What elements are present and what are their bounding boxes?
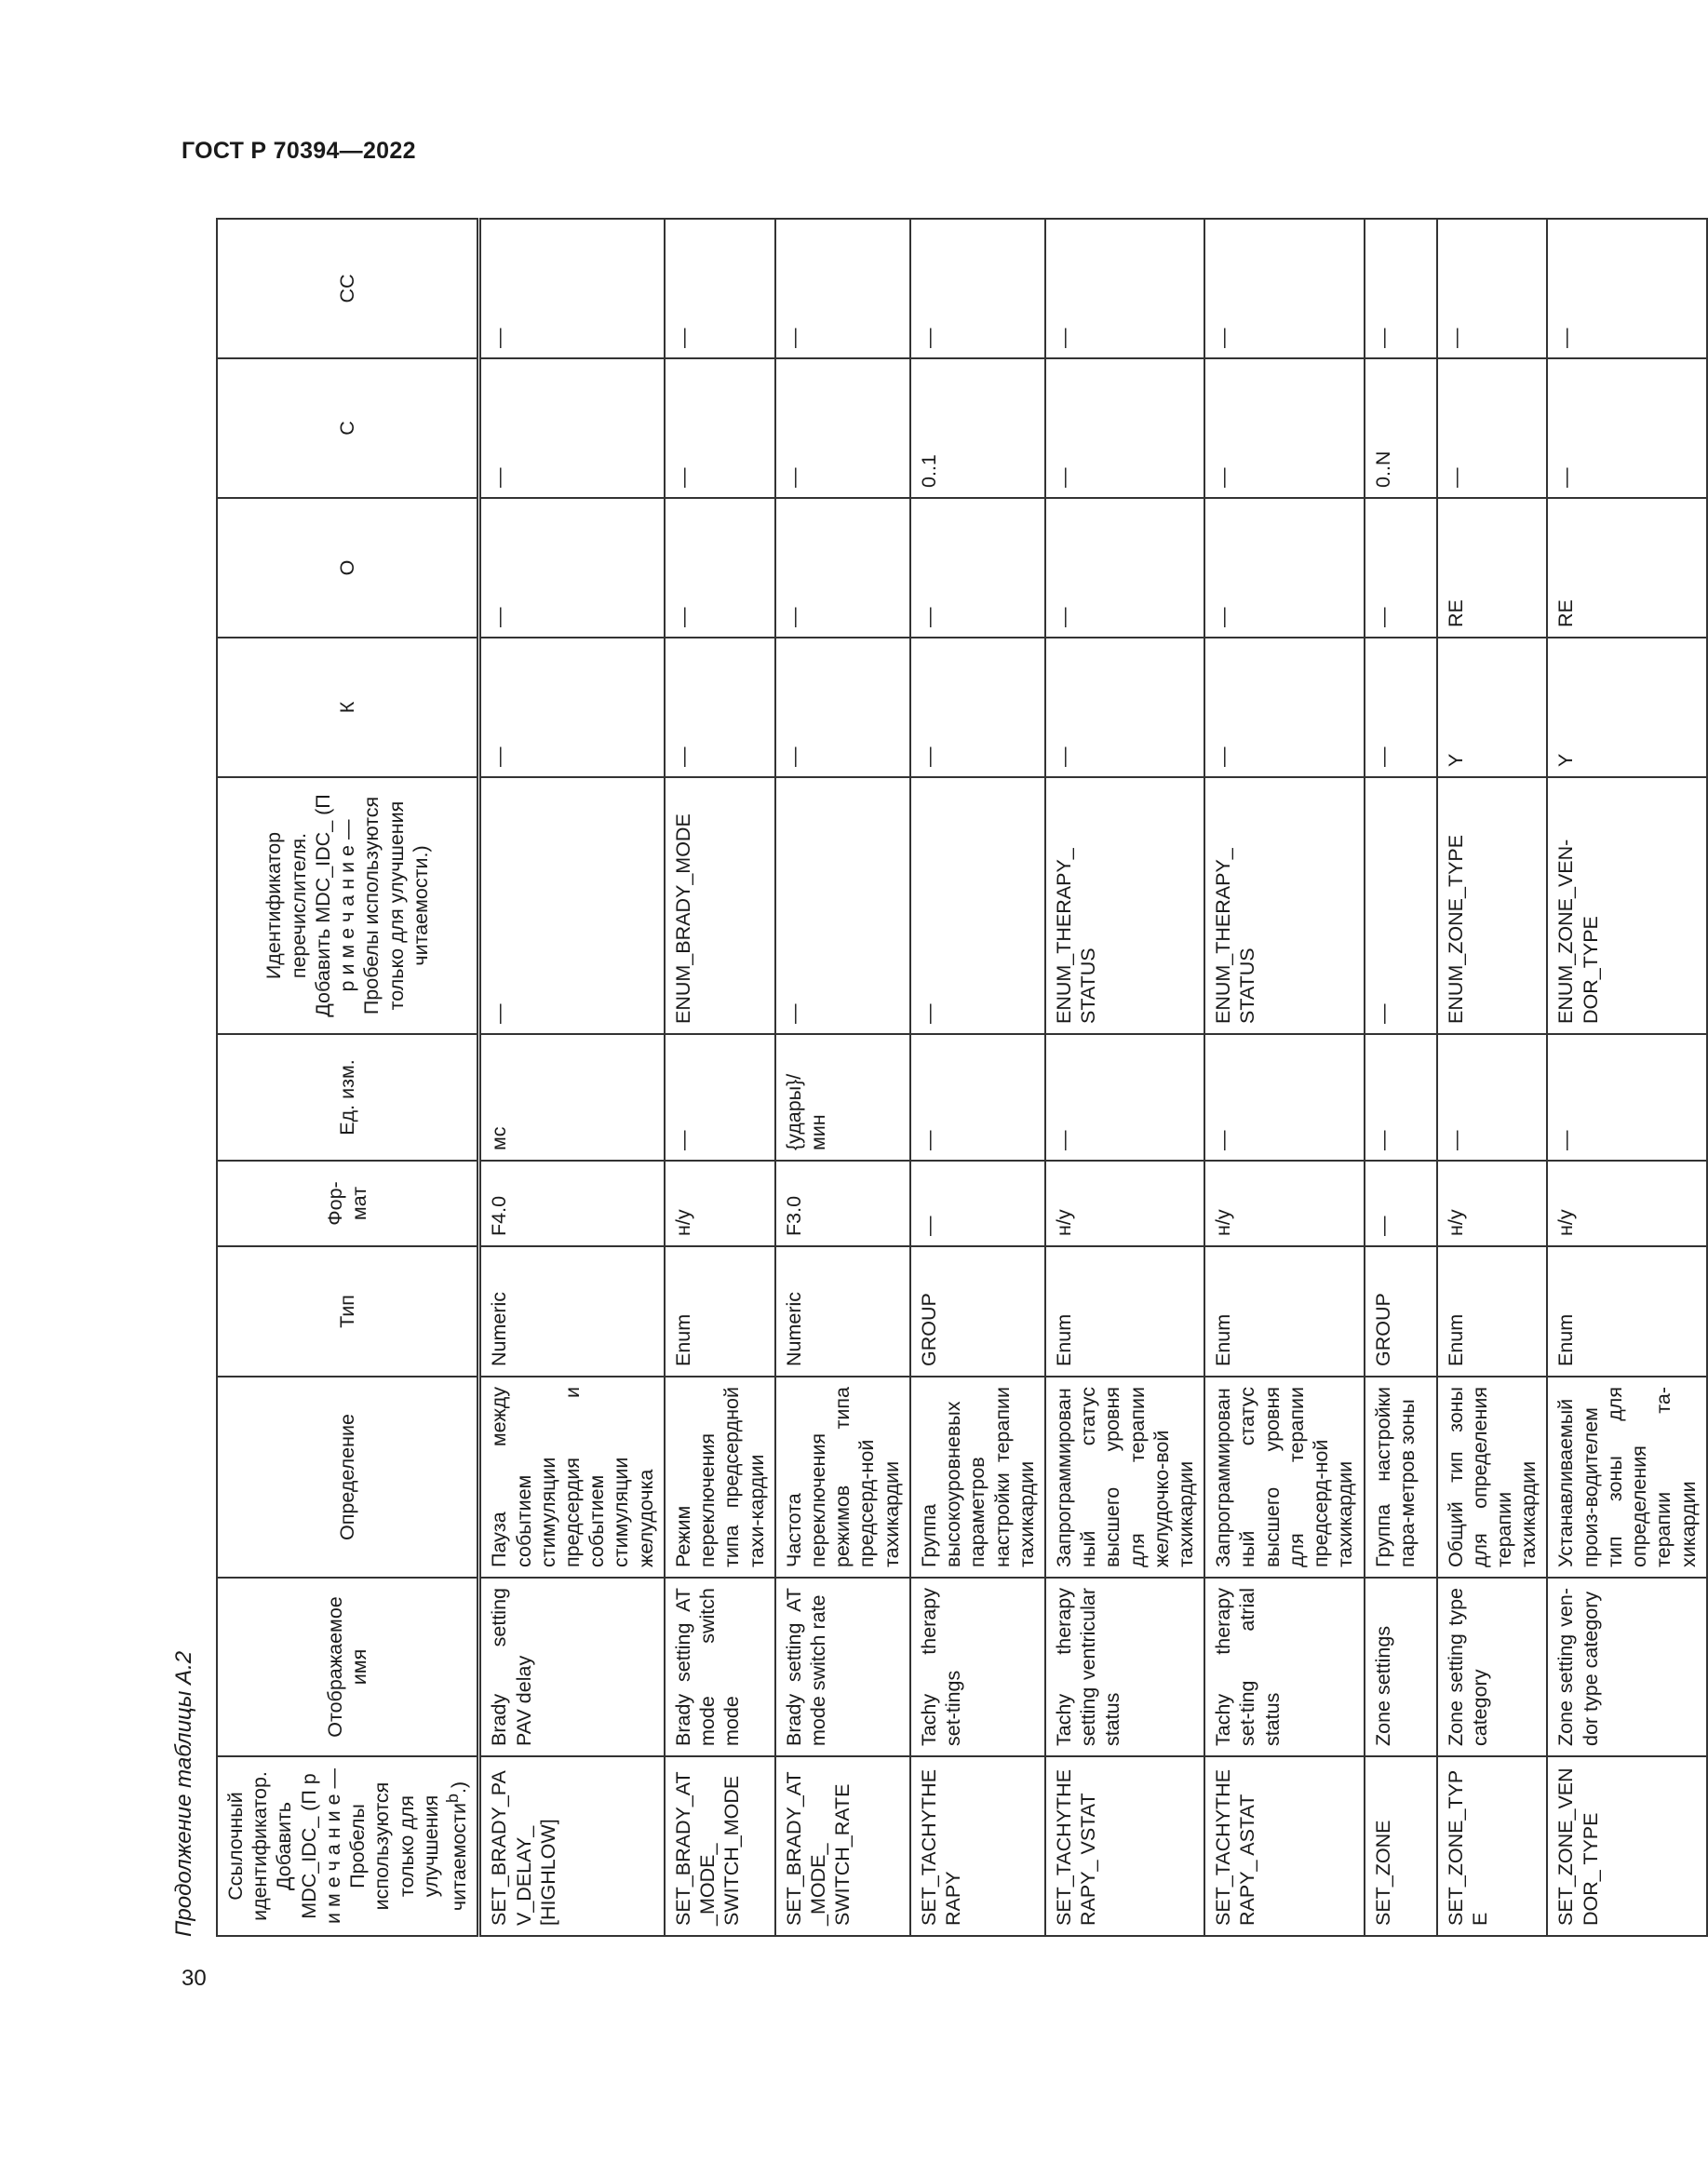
cell-cc: — — [1045, 219, 1204, 358]
cell-k: Y — [1547, 638, 1706, 777]
cell-k: — — [479, 638, 665, 777]
cell-format: — — [1365, 1161, 1437, 1246]
table-row — [1437, 219, 1548, 1936]
cell-reference-id: SET_ZONE_VENDOR_ TYPE — [1547, 1756, 1706, 1936]
cell-enum-id: — — [910, 777, 1045, 1034]
cell-k: Y — [1437, 638, 1548, 777]
cell-k: — — [1045, 638, 1204, 777]
table-row — [775, 219, 910, 1936]
cell-definition: Режим переключения типа предсердной тахи-кардии — [665, 1377, 775, 1578]
page-number: 30 — [182, 1966, 207, 1991]
cell-reference-id: SET_BRADY_AT_MODE_ SWITCH_MODE — [665, 1756, 775, 1936]
cell-definition: Группа высокоуровневых параметров настройки терапии тахикардии — [910, 1377, 1045, 1578]
cell-k: — — [910, 638, 1045, 777]
cell-reference-id: SET_TACHYTHERAPY_ VSTAT — [1045, 1756, 1204, 1936]
cell-type: Enum — [665, 1246, 775, 1377]
cell-type: GROUP — [1365, 1246, 1437, 1377]
table-row — [665, 219, 775, 1936]
cell-o: RE — [1547, 498, 1706, 638]
table-row — [1547, 219, 1706, 1936]
cell-display-name: Zone setting type category — [1437, 1578, 1548, 1756]
cell-cc: — — [1204, 219, 1364, 358]
cell-unit: {удары}/ мин — [775, 1034, 910, 1161]
cell-c: — — [775, 358, 910, 498]
cell-unit: мс — [479, 1034, 665, 1161]
cell-type: Enum — [1045, 1246, 1204, 1377]
cell-c: 0..N — [1365, 358, 1437, 498]
col-header-display-name: Отображаемое имя — [217, 1578, 479, 1756]
cell-enum-id: ENUM_THERAPY_ STATUS — [1045, 777, 1204, 1034]
cell-display-name: Brady setting PAV delay — [479, 1578, 665, 1756]
cell-format: н/у — [1204, 1161, 1364, 1246]
cell-type: Numeric — [479, 1246, 665, 1377]
col-header-c: С — [217, 358, 479, 498]
cell-definition: Запрограммированный статус высшего уровня для терапии желудочко-вой тахикардии — [1045, 1377, 1204, 1578]
parameters-table — [216, 218, 1708, 1937]
cell-k: — — [775, 638, 910, 777]
cell-cc: — — [479, 219, 665, 358]
cell-k: — — [1204, 638, 1364, 777]
cell-cc: — — [1437, 219, 1548, 358]
cell-c: 0..1 — [910, 358, 1045, 498]
cell-c: — — [1045, 358, 1204, 498]
col-header-k: К — [217, 638, 479, 777]
table-continuation-caption: Продолжение таблицы А.2 — [171, 1650, 196, 1937]
cell-definition: Общий тип зоны для определения терапии тахикардии — [1437, 1377, 1548, 1578]
table-row — [1365, 219, 1437, 1936]
cell-unit: — — [1547, 1034, 1706, 1161]
cell-o: — — [665, 498, 775, 638]
table-row — [479, 219, 665, 1936]
cell-definition: Пауза между событием стимуляции предсердия и событием стимуляции желудочка — [479, 1377, 665, 1578]
cell-k: — — [1365, 638, 1437, 777]
cell-enum-id: ENUM_ZONE_TYPE — [1437, 777, 1548, 1034]
cell-display-name: Zone setting ven-dor type category — [1547, 1578, 1706, 1756]
rotated-table-block — [171, 220, 1700, 1937]
col-header-unit: Ед. изм. — [217, 1034, 479, 1161]
cell-definition: Устанавливаемый произ-водителем тип зоны для определения терапии та-хикардии — [1547, 1377, 1706, 1578]
cell-o: — — [910, 498, 1045, 638]
cell-format: н/у — [1045, 1161, 1204, 1246]
cell-o: — — [1365, 498, 1437, 638]
cell-enum-id: — — [775, 777, 910, 1034]
cell-unit: — — [910, 1034, 1045, 1161]
col-header-type: Тип — [217, 1246, 479, 1377]
cell-enum-id: — — [1365, 777, 1437, 1034]
cell-unit: — — [1204, 1034, 1364, 1161]
cell-unit: — — [1365, 1034, 1437, 1161]
cell-format: — — [910, 1161, 1045, 1246]
cell-format: н/у — [1547, 1161, 1706, 1246]
cell-reference-id: SET_TACHYTHERAPY — [910, 1756, 1045, 1936]
cell-definition: Запрограммированный статус высшего уровня для терапии предсерд-ной тахикардии — [1204, 1377, 1364, 1578]
cell-o: RE — [1437, 498, 1548, 638]
col-header-enum-id: Идентификатор перечислителя. Добавить MDC_IDC_ (П р и м е ч а н и е — Пробелы используются только для улучшения читаемости.) — [217, 777, 479, 1034]
cell-reference-id: SET_BRADY_AT_MODE_ SWITCH_RATE — [775, 1756, 910, 1936]
cell-reference-id: SET_BRADY_PAV_DELAY_ [HIGHLOW] — [479, 1756, 665, 1936]
cell-type: Enum — [1547, 1246, 1706, 1377]
cell-type: GROUP — [910, 1246, 1045, 1377]
col-header-definition: Определение — [217, 1377, 479, 1578]
col-header-reference-id: Ссылочный идентификатор. Добавить MDC_IDC_ (П р и м е ч а н и е — Пробелы используются только для улучшения читаемости$^b$.) — [217, 1756, 479, 1936]
table-header-row — [217, 219, 479, 1936]
cell-unit: — — [1045, 1034, 1204, 1161]
col-header-cc: СС — [217, 219, 479, 358]
cell-cc: — — [910, 219, 1045, 358]
cell-definition: Группа настройки пара-метров зоны — [1365, 1377, 1437, 1578]
cell-k: — — [665, 638, 775, 777]
cell-enum-id: ENUM_THERAPY_ STATUS — [1204, 777, 1364, 1034]
cell-display-name: Zone settings — [1365, 1578, 1437, 1756]
table-row — [910, 219, 1045, 1936]
cell-unit: — — [1437, 1034, 1548, 1161]
cell-format: F3.0 — [775, 1161, 910, 1246]
cell-unit: — — [665, 1034, 775, 1161]
cell-reference-id: SET_TACHYTHERAPY_ ASTAT — [1204, 1756, 1364, 1936]
cell-enum-id: — — [479, 777, 665, 1034]
cell-o: — — [1204, 498, 1364, 638]
cell-display-name: Brady setting AT mode switch rate — [775, 1578, 910, 1756]
cell-c: — — [1437, 358, 1548, 498]
cell-display-name: Tachy therapy set-ting atrial status — [1204, 1578, 1364, 1756]
col-header-o: О — [217, 498, 479, 638]
document-header: ГОСТ Р 70394—2022 — [182, 138, 416, 164]
cell-type: Enum — [1204, 1246, 1364, 1377]
cell-display-name: Tachy therapy set-tings — [910, 1578, 1045, 1756]
table-row — [1204, 219, 1364, 1936]
cell-format: н/у — [665, 1161, 775, 1246]
cell-c: — — [479, 358, 665, 498]
cell-reference-id: SET_ZONE_TYPE — [1437, 1756, 1548, 1936]
cell-o: — — [1045, 498, 1204, 638]
cell-cc: — — [665, 219, 775, 358]
cell-c: — — [1204, 358, 1364, 498]
cell-display-name: Brady setting AT mode switch mode — [665, 1578, 775, 1756]
cell-display-name: Tachy therapy setting ventricular status — [1045, 1578, 1204, 1756]
cell-c: — — [1547, 358, 1706, 498]
cell-reference-id: SET_ZONE — [1365, 1756, 1437, 1936]
cell-definition: Частота переключения режимов типа предсерд-ной тахикардии — [775, 1377, 910, 1578]
cell-type: Enum — [1437, 1246, 1548, 1377]
cell-o: — — [479, 498, 665, 638]
cell-type: Numeric — [775, 1246, 910, 1377]
col-header-format: Фор-мат — [217, 1161, 479, 1246]
cell-o: — — [775, 498, 910, 638]
cell-format: н/у — [1437, 1161, 1548, 1246]
cell-cc: — — [1365, 219, 1437, 358]
cell-cc: — — [1547, 219, 1706, 358]
cell-format: F4.0 — [479, 1161, 665, 1246]
cell-cc: — — [775, 219, 910, 358]
cell-c: — — [665, 358, 775, 498]
table-row — [1045, 219, 1204, 1936]
cell-enum-id: ENUM_BRADY_MODE — [665, 777, 775, 1034]
cell-enum-id: ENUM_ZONE_VEN-DOR_TYPE — [1547, 777, 1706, 1034]
